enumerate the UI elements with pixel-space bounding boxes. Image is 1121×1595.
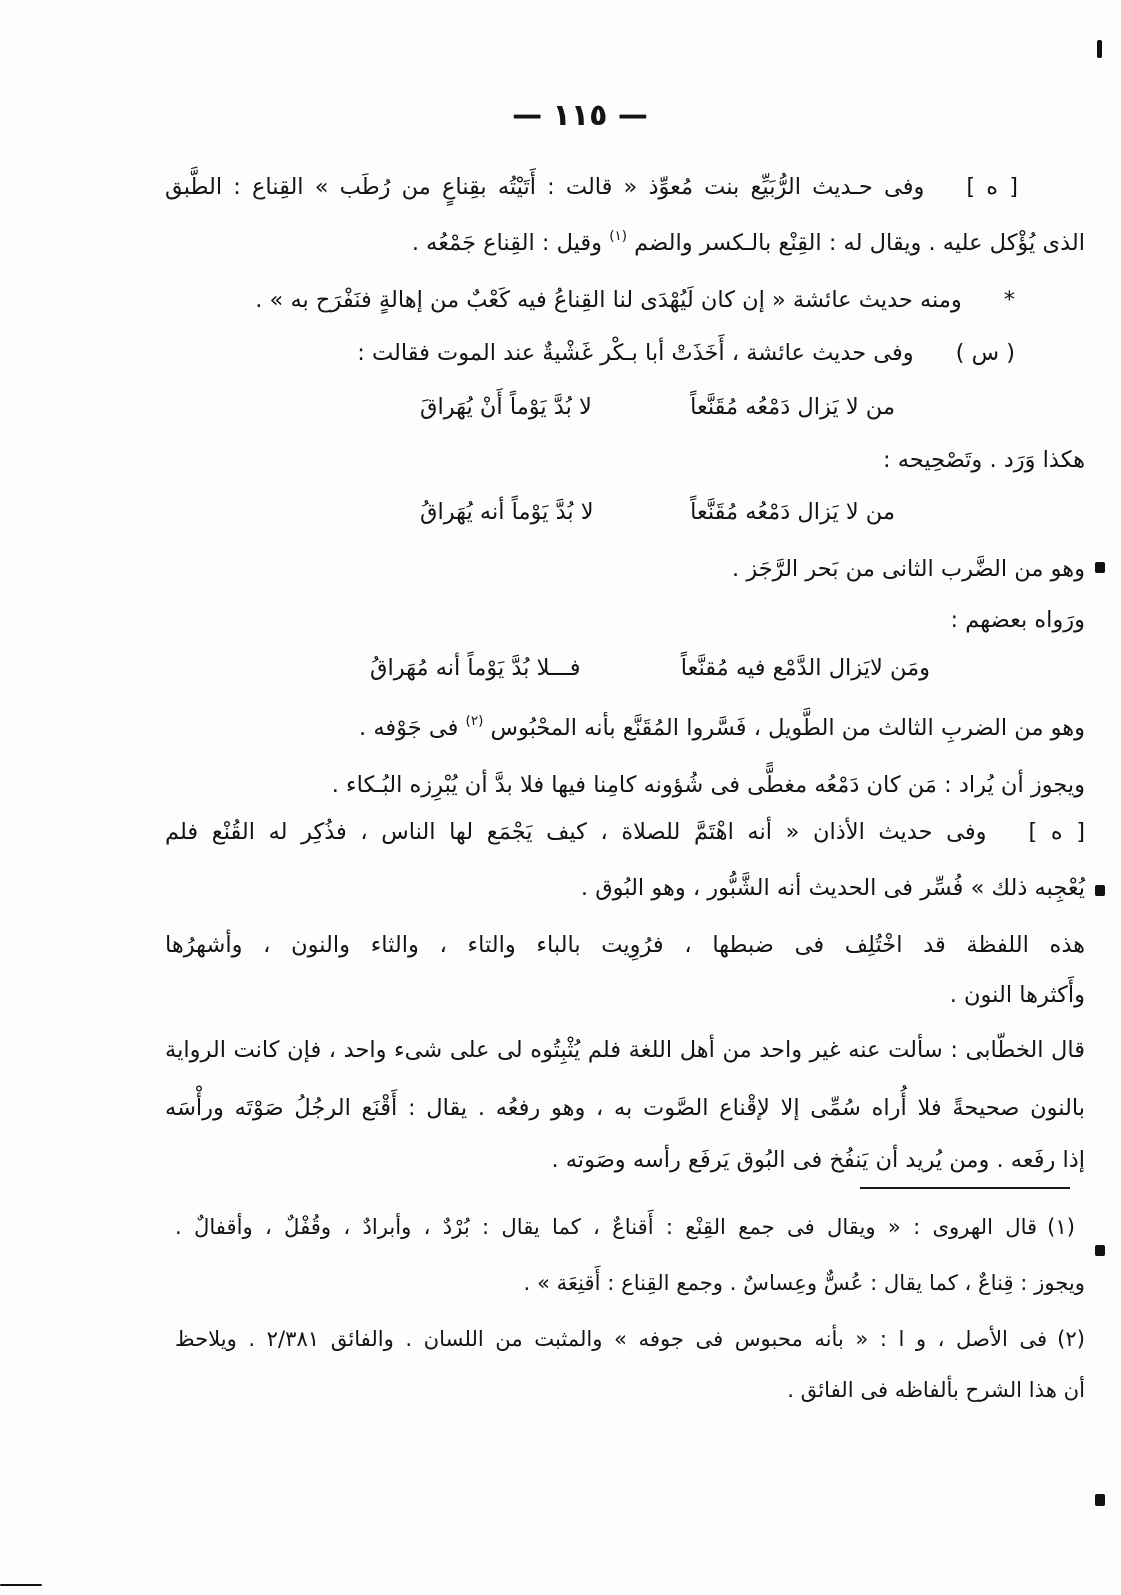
verse-hemistich: فـــلا بُدَّ يَوْماً أنه مُهَراقُ — [370, 655, 581, 681]
body-line — [165, 1088, 1085, 1128]
body-line — [165, 549, 1085, 589]
body-line — [165, 440, 1085, 480]
footnote-divider — [860, 1187, 1070, 1189]
verse-line — [370, 648, 930, 688]
body-line — [165, 812, 1085, 852]
scan-mark — [1095, 562, 1105, 573]
line-text: قال الخطّابى : سألت عنه غير واحد من أهل اللغة فلم يُثْبِتُوه لى على شىء واحد ، فإن كانت الرواية — [165, 1037, 1085, 1063]
line-text: الذى يُؤْكل عليه . ويقال له : القِنْع بالـكسر والضم — [634, 230, 1085, 256]
line-text: يُعْجِبه ذلك » فُسِّر فى الحديث أنه الشَّبُّور ، وهو البُوق . — [580, 875, 1085, 901]
line-text: ورَواه بعضهم : — [950, 607, 1085, 633]
line-content — [357, 340, 1015, 366]
line-content — [255, 287, 1015, 313]
line-content — [411, 227, 1085, 256]
line-text: هذه اللفظة قد اخْتُلِف فى ضبطها ، فرُوِيت بالباء والتاء ، والثاء والنون ، وأشهرُها — [165, 932, 1085, 958]
body-line — [165, 765, 1085, 805]
line-text: بالنون صحيحةً فلا أُراه سُمِّى إلا لإقْناع الصَّوت به ، وهو رفعُه . يقال : أَقْنَع الرجُلُ صَوْتَه ورأْسَه — [165, 1095, 1085, 1121]
scan-mark — [1097, 40, 1102, 58]
entry-marker: [ ه ] — [1028, 819, 1085, 845]
line-text: وفى حديث الأذان « أنه اهْتَمَّ للصلاة ، كيف يَجْمَع لها الناس ، فذُكِر له القُنْع فلم — [165, 819, 987, 845]
scan-mark — [1095, 885, 1105, 896]
body-line — [165, 975, 1085, 1015]
line-text: وهو من الضَّرب الثانى من بَحر الرَّجَز . — [732, 556, 1085, 582]
page-number: — ١١٥ — — [512, 98, 648, 133]
scan-mark — [1095, 1494, 1105, 1506]
footnote-line — [175, 1263, 1085, 1303]
line-text: إذا رفَعه . ومن يُريد أن يَنفُخ فى البُوق يَرفَع رأسه وصَوته . — [551, 1147, 1085, 1173]
line-text: ومنه حديث عائشة « إن كان لَيُهْدَى لنا القِناعُ فيه كَعْبٌ من إهالةٍ فنَفْرَح به » . — [255, 287, 962, 313]
line-content — [165, 174, 1018, 200]
scan-mark — [0, 1584, 42, 1586]
line-text: وقيل : القِناع جَمْعُه . — [411, 230, 603, 256]
scan-mark — [1095, 1245, 1105, 1256]
footnote-ref: (٢) — [465, 712, 484, 729]
line-text: وفى حديث عائشة ، أَخَذَتْ أبا بـكْر غَشْيةٌ عند الموت فقالت : — [357, 340, 914, 366]
footnote-ref: (١) — [609, 227, 628, 244]
footnote-line — [175, 1370, 1085, 1410]
line-text: وفى حـديث الرُّبَيِّع بنت مُعوِّذ « قالت : أَتَيْتُه بقِناعٍ من رُطَب » القِناع : الطَّبق — [165, 174, 925, 200]
line-text: قال الهروى : « ويقال فى جمع القِنْع : أَقناعٌ ، كما يقال : بُرْدٌ ، وأبرادٌ ، وقُفْلٌ ، وأقفالٌ . — [175, 1214, 1038, 1239]
line-text: فى جَوْفه . — [359, 715, 459, 741]
body-line — [165, 1030, 1085, 1070]
entry-marker: [ ه ] — [966, 174, 1018, 200]
line-content — [175, 1326, 1085, 1351]
line-content — [175, 1214, 1075, 1239]
footnote-line — [175, 1207, 1075, 1247]
body-line — [165, 167, 1018, 207]
body-line — [165, 333, 1015, 373]
line-text: ويجوز أن يُراد : مَن كان دَمْعُه مغطًّى فى شُؤونه كامِنا فيها فلا بدَّ أن يُبْرِزه البُـكاء . — [331, 772, 1085, 798]
verse-hemistich: من لا يَزال دَمْعُه مُقَنَّعاً — [690, 499, 895, 525]
asterisk-marker: * — [1003, 287, 1015, 313]
verse-hemistich: لا بُدَّ يَوْماً أَنْ يُهَراقَ — [420, 394, 592, 420]
body-line — [165, 223, 1085, 263]
line-text: وأَكثرها النون . — [949, 982, 1085, 1008]
footnote-number: (١) — [1047, 1214, 1075, 1239]
line-text: أن هذا الشرح بألفاظه فى الفائق . — [787, 1377, 1085, 1402]
footnote-number: (٢) — [1057, 1326, 1085, 1351]
line-text: فى الأصل ، و ا : « بأنه محبوس فى جوفه » والمثبت من اللسان . والفائق ٢/٣٨١ . ويلاحظ — [175, 1326, 1048, 1351]
verse-hemistich: من لا يَزال دَمْعُه مُقَنَّعاً — [690, 394, 895, 420]
source-marker: ( س ) — [955, 340, 1015, 366]
line-text: وهو من الضربِ الثالث من الطَّويل ، فَسَّروا المُقَنَّع بأنه المحْبُوس — [490, 715, 1085, 741]
verse-line — [420, 492, 895, 532]
line-text: هكذا وَرَد . وتَصْحِيحه : — [883, 447, 1085, 473]
body-line — [165, 868, 1085, 908]
footnote-line — [175, 1319, 1085, 1359]
verse-hemistich: لا بُدَّ يَوْماً أنه يُهَراقُ — [420, 499, 594, 525]
line-text: ويجوز : قِناعٌ ، كما يقال : عُسٌّ وعِساسٌ . وجمع القِناع : أَقنِعَة » . — [523, 1270, 1085, 1295]
body-line — [165, 280, 1015, 320]
body-line — [165, 600, 1085, 640]
verse-hemistich: ومَن لايَزال الدَّمْع فيه مُقنَّعاً — [680, 655, 930, 681]
body-line — [165, 925, 1085, 965]
verse-line — [420, 387, 895, 427]
line-content — [165, 819, 1085, 845]
body-line — [165, 1140, 1085, 1180]
body-line — [165, 708, 1085, 748]
line-content — [359, 712, 1085, 741]
